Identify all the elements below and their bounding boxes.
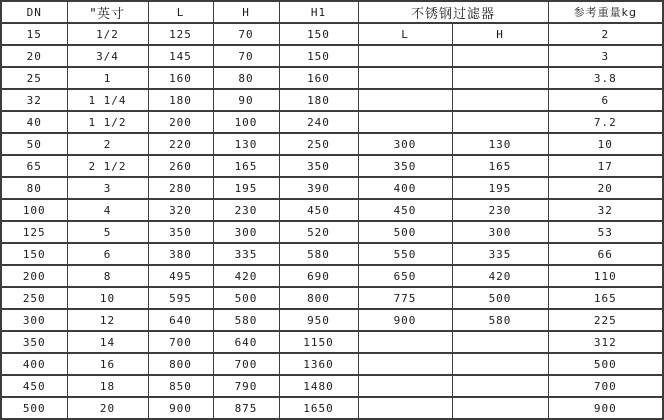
table-row	[1, 375, 663, 397]
table-row	[1, 23, 663, 45]
cell: 100	[213, 111, 279, 133]
table-row	[1, 89, 663, 111]
cell: 180	[148, 89, 213, 111]
cell: 400	[1, 353, 67, 375]
cell: 595	[148, 287, 213, 309]
header-filter-group: 不锈钢过滤器	[358, 1, 548, 23]
cell: 1	[67, 67, 148, 89]
cell: 650	[358, 265, 452, 287]
cell: 130	[213, 133, 279, 155]
cell: 10	[67, 287, 148, 309]
cell: 300	[1, 309, 67, 331]
cell: 195	[213, 177, 279, 199]
table-row	[1, 353, 663, 375]
cell: 800	[148, 353, 213, 375]
cell: 250	[279, 133, 358, 155]
cell	[452, 331, 548, 353]
cell: 50	[1, 133, 67, 155]
cell: 125	[1, 221, 67, 243]
cell: 280	[148, 177, 213, 199]
cell: 150	[1, 243, 67, 265]
cell: 1150	[279, 331, 358, 353]
table-row	[1, 155, 663, 177]
cell: 65	[1, 155, 67, 177]
cell: 17	[548, 155, 663, 177]
cell: 420	[213, 265, 279, 287]
table-row	[1, 309, 663, 331]
cell: 520	[279, 221, 358, 243]
cell	[452, 375, 548, 397]
cell: 875	[213, 397, 279, 419]
cell: 165	[548, 287, 663, 309]
header-weight: 参考重量kg	[548, 1, 663, 23]
cell	[358, 397, 452, 419]
cell: 500	[548, 353, 663, 375]
cell: 335	[213, 243, 279, 265]
cell	[358, 111, 452, 133]
cell: 230	[452, 199, 548, 221]
cell: 18	[67, 375, 148, 397]
cell: 150	[279, 23, 358, 45]
cell: 66	[548, 243, 663, 265]
header-l: L	[148, 1, 213, 23]
cell	[358, 89, 452, 111]
cell: 1 1/4	[67, 89, 148, 111]
cell: 350	[1, 331, 67, 353]
cell: 32	[1, 89, 67, 111]
cell: 16	[67, 353, 148, 375]
cell: 580	[452, 309, 548, 331]
cell	[358, 353, 452, 375]
cell: 390	[279, 177, 358, 199]
table-row	[1, 243, 663, 265]
cell: 495	[148, 265, 213, 287]
cell: 800	[279, 287, 358, 309]
cell: 1 1/2	[67, 111, 148, 133]
cell: 20	[548, 177, 663, 199]
cell: 165	[213, 155, 279, 177]
cell	[452, 89, 548, 111]
cell: 160	[148, 67, 213, 89]
cell: 2 1/2	[67, 155, 148, 177]
cell: 380	[148, 243, 213, 265]
cell: 775	[358, 287, 452, 309]
cell: 160	[279, 67, 358, 89]
cell: 20	[1, 45, 67, 67]
cell: 70	[213, 45, 279, 67]
cell: 195	[452, 177, 548, 199]
cell: 1/2	[67, 23, 148, 45]
table-row	[1, 133, 663, 155]
table-row	[1, 331, 663, 353]
header-h: H	[213, 1, 279, 23]
table-row	[1, 287, 663, 309]
cell: 700	[213, 353, 279, 375]
cell: 300	[452, 221, 548, 243]
cell: 125	[148, 23, 213, 45]
cell	[452, 67, 548, 89]
cell: 350	[148, 221, 213, 243]
cell: 145	[148, 45, 213, 67]
cell: 100	[1, 199, 67, 221]
cell: 580	[279, 243, 358, 265]
cell: 8	[67, 265, 148, 287]
cell	[452, 111, 548, 133]
cell: 500	[1, 397, 67, 419]
cell: 900	[148, 397, 213, 419]
table-row	[1, 111, 663, 133]
cell: 3	[67, 177, 148, 199]
cell	[358, 331, 452, 353]
table-row	[1, 177, 663, 199]
header-inch: "英寸	[67, 1, 148, 23]
cell: 350	[358, 155, 452, 177]
table-row	[1, 221, 663, 243]
cell: 225	[548, 309, 663, 331]
cell: 350	[279, 155, 358, 177]
cell: 500	[213, 287, 279, 309]
cell: 110	[548, 265, 663, 287]
cell: 300	[358, 133, 452, 155]
cell: 1480	[279, 375, 358, 397]
cell: 4	[67, 199, 148, 221]
cell: 900	[548, 397, 663, 419]
table-row	[1, 45, 663, 67]
cell: 900	[358, 309, 452, 331]
header-h1: H1	[279, 1, 358, 23]
cell: 320	[148, 199, 213, 221]
cell: 790	[213, 375, 279, 397]
cell: 640	[148, 309, 213, 331]
cell: 450	[358, 199, 452, 221]
cell: 3	[548, 45, 663, 67]
cell: 500	[452, 287, 548, 309]
cell: 450	[279, 199, 358, 221]
table-row	[1, 397, 663, 419]
cell: 200	[1, 265, 67, 287]
table-body	[1, 23, 663, 419]
cell: 2	[548, 23, 663, 45]
cell: 230	[213, 199, 279, 221]
cell: 3.8	[548, 67, 663, 89]
cell: 850	[148, 375, 213, 397]
cell: 312	[548, 331, 663, 353]
cell: 165	[452, 155, 548, 177]
cell	[358, 375, 452, 397]
cell: 15	[1, 23, 67, 45]
cell: 220	[148, 133, 213, 155]
cell: 25	[1, 67, 67, 89]
cell: 500	[358, 221, 452, 243]
cell: 130	[452, 133, 548, 155]
cell: 7.2	[548, 111, 663, 133]
cell: 6	[67, 243, 148, 265]
cell: 690	[279, 265, 358, 287]
cell: 450	[1, 375, 67, 397]
cell: 2	[67, 133, 148, 155]
cell: 12	[67, 309, 148, 331]
cell: 335	[452, 243, 548, 265]
cell: 260	[148, 155, 213, 177]
cell: 700	[548, 375, 663, 397]
cell: 14	[67, 331, 148, 353]
cell: L	[358, 23, 452, 45]
cell: 90	[213, 89, 279, 111]
cell: 420	[452, 265, 548, 287]
table-row	[1, 265, 663, 287]
cell: 550	[358, 243, 452, 265]
cell: 5	[67, 221, 148, 243]
cell: 950	[279, 309, 358, 331]
table-row	[1, 67, 663, 89]
cell: 1650	[279, 397, 358, 419]
cell: 1360	[279, 353, 358, 375]
table-row	[1, 199, 663, 221]
cell: 3/4	[67, 45, 148, 67]
cell	[452, 353, 548, 375]
cell: 300	[213, 221, 279, 243]
cell: 80	[1, 177, 67, 199]
cell: 700	[148, 331, 213, 353]
cell: 6	[548, 89, 663, 111]
cell: 70	[213, 23, 279, 45]
cell: 40	[1, 111, 67, 133]
cell: 640	[213, 331, 279, 353]
cell	[358, 67, 452, 89]
cell: 150	[279, 45, 358, 67]
cell: 580	[213, 309, 279, 331]
cell: 53	[548, 221, 663, 243]
header-dn: DN	[1, 1, 67, 23]
header-row	[1, 1, 663, 23]
cell	[452, 397, 548, 419]
cell: H	[452, 23, 548, 45]
cell: 10	[548, 133, 663, 155]
cell	[452, 45, 548, 67]
cell: 200	[148, 111, 213, 133]
cell: 400	[358, 177, 452, 199]
cell: 20	[67, 397, 148, 419]
cell: 32	[548, 199, 663, 221]
cell: 240	[279, 111, 358, 133]
cell: 250	[1, 287, 67, 309]
cell: 80	[213, 67, 279, 89]
cell	[358, 45, 452, 67]
cell: 180	[279, 89, 358, 111]
